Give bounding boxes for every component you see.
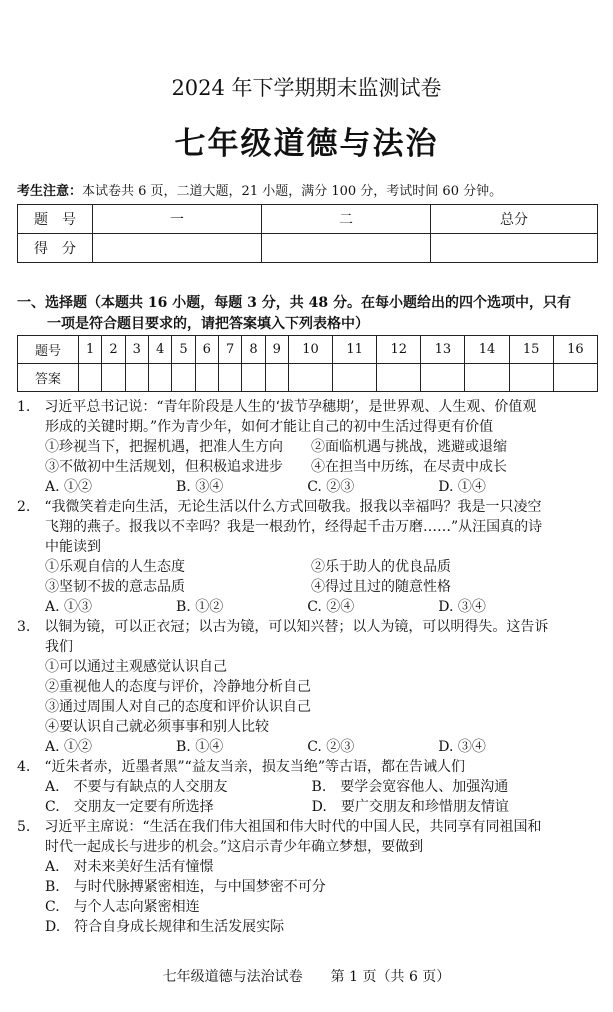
answer-number-cell: 9 bbox=[265, 336, 288, 364]
question-line: 2. “我微笑着走向生活，无论生活以什么方式回敬我。报我以幸福吗？我是一只凌空 bbox=[17, 499, 542, 515]
notice-label: 考生注意： bbox=[17, 184, 83, 199]
question-item bbox=[17, 817, 548, 937]
score-header-cell: 总分 bbox=[431, 205, 598, 234]
question-item bbox=[17, 617, 548, 757]
answer-number-cell: 15 bbox=[509, 336, 553, 364]
exam-notice bbox=[17, 180, 502, 199]
question-line: 1. 习近平总书记说：“青年阶段是人生的‘拔节孕穗期’，是世界观、人生观、价值观 bbox=[17, 399, 537, 415]
answer-cell bbox=[79, 364, 102, 392]
answer-cell bbox=[148, 364, 171, 392]
answer-row-label: 答案 bbox=[18, 364, 79, 392]
score-header-cell: 二 bbox=[262, 205, 431, 234]
answer-cell bbox=[421, 364, 465, 392]
question-line: ②重视他人的态度与评价，冷静地分析自己 bbox=[17, 679, 311, 695]
answer-number-cell: 1 bbox=[79, 336, 102, 364]
section-heading-line: 一、选择题（本题共 16 小题，每题 3 分，共 48 分。在每小题给出的四个选项中，只有 bbox=[17, 295, 571, 311]
answer-table-number-row bbox=[18, 336, 598, 364]
question-line: D. 符合自身成长规律和生活发展实际 bbox=[17, 919, 285, 935]
score-table-header-row bbox=[18, 205, 598, 234]
answer-cell bbox=[333, 364, 377, 392]
question-item bbox=[17, 497, 548, 617]
question-line: 4. “近朱者赤，近墨者黑”“益友当亲，损友当绝”等古语，都在告诫人们 bbox=[17, 759, 465, 775]
answer-cell bbox=[172, 364, 195, 392]
answer-cell bbox=[553, 364, 597, 392]
score-table-score-row bbox=[18, 234, 598, 263]
score-cell bbox=[93, 234, 262, 263]
score-table bbox=[17, 204, 598, 263]
section-heading-line: 一项是符合题目要求的，请把答案填入下列表格中） bbox=[47, 316, 369, 332]
answer-number-cell: 3 bbox=[125, 336, 148, 364]
question-list bbox=[17, 397, 548, 937]
answer-number-cell: 6 bbox=[195, 336, 218, 364]
answer-cell bbox=[102, 364, 125, 392]
question-line: 我们 bbox=[17, 639, 73, 655]
answer-number-cell: 7 bbox=[218, 336, 241, 364]
question-line: ①乐观自信的人生态度 ②乐于助人的优良品质 bbox=[17, 559, 451, 575]
answer-cell bbox=[125, 364, 148, 392]
question-line: A. ①② B. ①④ C. ②③ D. ③④ bbox=[17, 739, 486, 755]
question-line: ④要认识自己就必须事事和别人比较 bbox=[17, 719, 269, 735]
answer-row-label: 题号 bbox=[18, 336, 79, 364]
question-item bbox=[17, 757, 548, 817]
question-line: ③坚韧不拔的意志品质 ④得过且过的随意性格 bbox=[17, 579, 451, 595]
question-line: A. ①③ B. ①② C. ②④ D. ③④ bbox=[17, 599, 486, 615]
answer-number-cell: 10 bbox=[288, 336, 332, 364]
score-header-cell: 一 bbox=[93, 205, 262, 234]
answer-number-cell: 11 bbox=[333, 336, 377, 364]
answer-number-cell: 16 bbox=[553, 336, 597, 364]
question-line: A. 不要与有缺点的人交朋友 B. 要学会宽容他人、加强沟通 bbox=[17, 779, 509, 795]
section-heading bbox=[17, 293, 571, 335]
answer-number-cell: 14 bbox=[465, 336, 509, 364]
question-line: 飞翔的燕子。报我以不幸吗？我是一根劲竹，经得起千击万磨……”从汪国真的诗 bbox=[17, 519, 543, 535]
score-row-label: 得 分 bbox=[18, 234, 93, 263]
question-line: C. 交朋友一定要有所选择 D. 要广交朋友和珍惜朋友情谊 bbox=[17, 799, 509, 815]
answer-table-answer-row bbox=[18, 364, 598, 392]
question-line: ①可以通过主观感觉认识自己 bbox=[17, 659, 227, 675]
question-line: 5. 习近平主席说：“生活在我们伟大祖国和伟大时代的中国人民，共同享有同祖国和 bbox=[17, 819, 542, 835]
question-line: 3. 以铜为镜，可以正衣冠；以古为镜，可以知兴替；以人为镜，可以明得失。这告诉 bbox=[17, 619, 549, 635]
answer-cell bbox=[265, 364, 288, 392]
answer-cell bbox=[218, 364, 241, 392]
question-line: A. 对未来美好生活有憧憬 bbox=[17, 859, 214, 875]
question-line: A. ①② B. ③④ C. ②③ D. ①④ bbox=[17, 479, 486, 495]
answer-cell bbox=[288, 364, 332, 392]
notice-text: 本试卷共 6 页，二道大题，21 小题，满分 100 分，考试时间 60 分钟。 bbox=[82, 184, 503, 199]
answer-cell bbox=[377, 364, 421, 392]
score-cell bbox=[262, 234, 431, 263]
score-cell bbox=[431, 234, 598, 263]
answer-cell bbox=[509, 364, 553, 392]
question-line: C. 与个人志向紧密相连 bbox=[17, 899, 200, 915]
question-line: ③通过周围人对自己的态度和评价认识自己 bbox=[17, 699, 311, 715]
page-footer: 七年级道德与法治试卷 第 1 页（共 6 页） bbox=[162, 969, 451, 985]
subject-title: 七年级道德与法治 bbox=[174, 126, 439, 162]
question-item bbox=[17, 397, 548, 497]
answer-number-cell: 12 bbox=[377, 336, 421, 364]
answer-number-cell: 4 bbox=[148, 336, 171, 364]
score-header-cell: 题 号 bbox=[18, 205, 93, 234]
answer-number-cell: 2 bbox=[102, 336, 125, 364]
question-line: 中能读到 bbox=[17, 539, 101, 555]
question-line: B. 与时代脉搏紧密相连，与中国梦密不可分 bbox=[17, 879, 326, 895]
question-line: ①珍视当下，把握机遇，把准人生方向 ②面临机遇与挑战，逃避或退缩 bbox=[17, 439, 507, 455]
answer-cell bbox=[195, 364, 218, 392]
answer-number-cell: 8 bbox=[242, 336, 265, 364]
question-line: ③不做初中生活规划，但积极追求进步 ④在担当中历练，在尽责中成长 bbox=[17, 459, 507, 475]
answer-number-cell: 13 bbox=[421, 336, 465, 364]
question-line: 形成的关键时期。”作为青少年，如何才能让自己的初中生活过得更有价值 bbox=[17, 419, 494, 435]
answer-cell bbox=[465, 364, 509, 392]
answer-number-cell: 5 bbox=[172, 336, 195, 364]
question-line: 时代一起成长与进步的机会。”这启示青少年确立梦想，要做到 bbox=[17, 839, 424, 855]
answer-table bbox=[17, 335, 598, 392]
answer-cell bbox=[242, 364, 265, 392]
exam-title: 2024 年下学期期末监测试卷 bbox=[171, 76, 442, 100]
